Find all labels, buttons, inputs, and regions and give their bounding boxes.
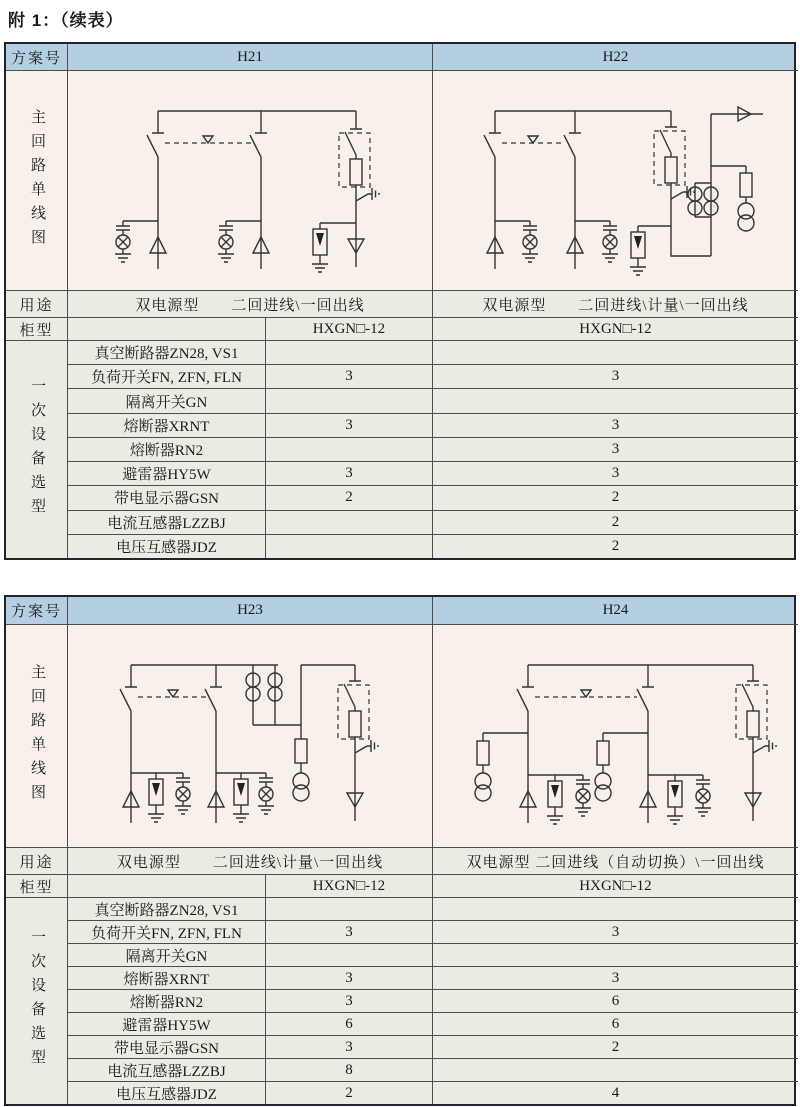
table-row bbox=[67, 388, 798, 412]
equipment-name: 隔离开关GN bbox=[67, 388, 265, 412]
usage-row bbox=[6, 847, 794, 874]
table-row bbox=[67, 510, 798, 534]
qty-h22: 2 bbox=[432, 485, 798, 509]
earth-switch-icon bbox=[753, 740, 776, 753]
table-header-row bbox=[6, 597, 794, 624]
equipment-group-label bbox=[6, 340, 67, 558]
load-switch-icon bbox=[120, 687, 137, 711]
qty-h22 bbox=[432, 388, 798, 412]
table-row bbox=[67, 534, 798, 558]
table-row bbox=[67, 461, 798, 485]
qty-h22: 2 bbox=[432, 534, 798, 558]
equipment-group-label bbox=[6, 897, 67, 1104]
h23-diagram-cell bbox=[67, 624, 432, 847]
equipment-name: 熔断器XRNT bbox=[67, 413, 265, 437]
qty-h24: 6 bbox=[432, 1012, 798, 1035]
qty-h24: 6 bbox=[432, 989, 798, 1012]
voltage-transformer-icon bbox=[738, 203, 754, 231]
arrester-icon bbox=[233, 773, 249, 822]
switch-fuse-combo-icon bbox=[654, 127, 685, 187]
equipment-name: 电压互感器JDZ bbox=[67, 1081, 265, 1104]
equipment-name: 带电显示器GSN bbox=[67, 1035, 265, 1058]
scheme-row-label: 方案号 bbox=[10, 50, 62, 67]
arrester-icon bbox=[547, 775, 563, 824]
fuse-icon bbox=[597, 741, 609, 765]
qty-h21 bbox=[265, 340, 432, 364]
interlock-icon bbox=[168, 690, 178, 697]
equipment-block bbox=[6, 340, 794, 558]
interlock-icon bbox=[203, 136, 213, 143]
cabinet-blank bbox=[67, 874, 265, 897]
qty-h21: 3 bbox=[265, 413, 432, 437]
equipment-name: 避雷器HY5W bbox=[67, 1012, 265, 1035]
equipment-name: 带电显示器GSN bbox=[67, 485, 265, 509]
qty-h23: 3 bbox=[265, 1035, 432, 1058]
usage-row-label: 用途 bbox=[6, 847, 67, 874]
interlock-icon bbox=[581, 690, 591, 697]
qty-h24 bbox=[432, 943, 798, 966]
equipment-group-label-text: 一次设备选型 bbox=[29, 377, 45, 522]
table-row bbox=[67, 989, 798, 1012]
charged-indicator-icon bbox=[115, 221, 131, 262]
qty-h21: 3 bbox=[265, 461, 432, 485]
table-row bbox=[67, 485, 798, 509]
wires bbox=[123, 111, 356, 269]
table-row bbox=[67, 943, 798, 966]
usage-row bbox=[6, 290, 794, 317]
equipment-group-label-text: 一次设备选型 bbox=[29, 929, 45, 1073]
charged-indicator-icon bbox=[258, 773, 274, 814]
scheme-h24: H24 bbox=[432, 597, 798, 624]
diagram-row bbox=[6, 70, 794, 290]
charged-indicator-icon bbox=[218, 221, 234, 262]
earth-switch-icon bbox=[355, 740, 378, 753]
equipment-rows bbox=[67, 897, 798, 1104]
qty-h24: 3 bbox=[432, 920, 798, 943]
earth-switch-icon bbox=[356, 188, 379, 201]
switch-fuse-combo-icon bbox=[736, 681, 767, 741]
charged-indicator-icon bbox=[522, 221, 538, 262]
diagram-row-label-text: 主回路单线图 bbox=[29, 664, 45, 808]
equipment-name: 熔断器XRNT bbox=[67, 966, 265, 989]
load-switch-icon bbox=[205, 687, 222, 711]
load-switch-icon bbox=[637, 687, 654, 711]
voltage-transformer-icon bbox=[293, 773, 309, 801]
qty-h21 bbox=[265, 510, 432, 534]
voltage-transformer-icon bbox=[595, 773, 611, 801]
charged-indicator-icon bbox=[175, 773, 191, 814]
qty-h23: 8 bbox=[265, 1058, 432, 1081]
equipment-name: 真空断路器ZN28, VS1 bbox=[67, 340, 265, 364]
qty-h23: 6 bbox=[265, 1012, 432, 1035]
h24-single-line-diagram bbox=[433, 625, 798, 847]
load-switch-icon bbox=[517, 687, 534, 711]
equipment-name: 隔离开关GN bbox=[67, 943, 265, 966]
h23-single-line-diagram bbox=[68, 625, 432, 847]
diagram-row-label-text: 主回路单线图 bbox=[29, 108, 45, 253]
h22-single-line-diagram bbox=[433, 71, 798, 290]
table-row bbox=[67, 413, 798, 437]
qty-h23: 3 bbox=[265, 920, 432, 943]
equipment-block bbox=[6, 897, 794, 1104]
qty-h22: 2 bbox=[432, 510, 798, 534]
cabinet-blank bbox=[67, 317, 265, 340]
diagram-row bbox=[6, 624, 794, 847]
qty-h24: 4 bbox=[432, 1081, 798, 1104]
scheme-h21: H21 bbox=[67, 44, 432, 70]
qty-h21 bbox=[265, 534, 432, 558]
table-row bbox=[67, 1012, 798, 1035]
scheme-h23: H23 bbox=[67, 597, 432, 624]
cabinet-row bbox=[6, 874, 794, 897]
qty-h22 bbox=[432, 340, 798, 364]
cabinet-row bbox=[6, 317, 794, 340]
usage-row-label: 用途 bbox=[6, 290, 67, 317]
equipment-name: 电流互感器LZZBJ bbox=[67, 510, 265, 534]
scheme-table-h23-h24 bbox=[4, 595, 796, 1106]
fuse-icon bbox=[740, 173, 752, 197]
equipment-rows bbox=[67, 340, 798, 558]
load-switch-icon bbox=[484, 133, 501, 157]
qty-h24 bbox=[432, 1058, 798, 1081]
load-switch-icon bbox=[564, 133, 581, 157]
cabinet-h21: HXGN□-12 bbox=[265, 317, 432, 340]
qty-h21: 2 bbox=[265, 485, 432, 509]
table-row bbox=[67, 1058, 798, 1081]
qty-h23: 3 bbox=[265, 989, 432, 1012]
equipment-name: 熔断器RN2 bbox=[67, 437, 265, 461]
usage-h23: 双电源型 二回进线\计量\一回出线 bbox=[67, 847, 432, 874]
arrester-icon bbox=[630, 226, 646, 275]
usage-h22: 双电源型 二回进线\计量\一回出线 bbox=[432, 290, 798, 317]
qty-h22: 3 bbox=[432, 437, 798, 461]
page-title: 附 1：（续表） bbox=[8, 11, 124, 30]
table-row bbox=[67, 1035, 798, 1058]
qty-h24 bbox=[432, 897, 798, 920]
table-row bbox=[67, 364, 798, 388]
qty-h21 bbox=[265, 388, 432, 412]
fuse-icon bbox=[477, 741, 489, 765]
arrester-icon bbox=[148, 773, 164, 822]
qty-h23: 2 bbox=[265, 1081, 432, 1104]
equipment-name: 负荷开关FN, ZFN, FLN bbox=[67, 920, 265, 943]
equipment-name: 电压互感器JDZ bbox=[67, 534, 265, 558]
cabinet-h22: HXGN□-12 bbox=[432, 317, 798, 340]
qty-h23: 3 bbox=[265, 966, 432, 989]
fuse-icon bbox=[295, 739, 307, 763]
load-switch-icon bbox=[147, 133, 164, 157]
cabinet-row-label: 柜型 bbox=[6, 317, 67, 340]
equipment-name: 避雷器HY5W bbox=[67, 461, 265, 485]
equipment-name: 负荷开关FN, ZFN, FLN bbox=[67, 364, 265, 388]
qty-h21: 3 bbox=[265, 364, 432, 388]
h22-diagram-cell bbox=[432, 70, 798, 290]
wires bbox=[495, 111, 763, 269]
table-row bbox=[67, 1081, 798, 1104]
qty-h22: 3 bbox=[432, 364, 798, 388]
voltage-transformer-icon bbox=[475, 773, 491, 801]
equipment-name: 熔断器RN2 bbox=[67, 989, 265, 1012]
cabinet-h24: HXGN□-12 bbox=[432, 874, 798, 897]
charged-indicator-icon bbox=[602, 221, 618, 262]
switch-fuse-combo-icon bbox=[338, 681, 369, 741]
interlock-icon bbox=[528, 136, 538, 143]
table-row bbox=[67, 920, 798, 943]
diagram-row-label bbox=[6, 70, 67, 290]
usage-h24: 双电源型 二回进线（自动切换）\一回出线 bbox=[432, 847, 798, 874]
equipment-name: 电流互感器LZZBJ bbox=[67, 1058, 265, 1081]
qty-h22: 3 bbox=[432, 413, 798, 437]
load-switch-icon bbox=[250, 133, 267, 157]
arrester-icon bbox=[312, 223, 328, 272]
table-header-row bbox=[6, 44, 794, 70]
cabinet-row-label: 柜型 bbox=[6, 874, 67, 897]
cabinet-h23: HXGN□-12 bbox=[265, 874, 432, 897]
h21-diagram-cell bbox=[67, 70, 432, 290]
h24-diagram-cell bbox=[432, 624, 798, 847]
table-row bbox=[67, 340, 798, 364]
qty-h24: 2 bbox=[432, 1035, 798, 1058]
arrester-icon bbox=[667, 775, 683, 824]
table-row bbox=[67, 897, 798, 920]
equipment-name: 真空断路器ZN28, VS1 bbox=[67, 897, 265, 920]
wires bbox=[131, 665, 355, 823]
charged-indicator-icon bbox=[575, 775, 591, 816]
scheme-row-label: 方案号 bbox=[10, 604, 62, 620]
charged-indicator-icon bbox=[695, 775, 711, 816]
qty-h22: 3 bbox=[432, 461, 798, 485]
qty-h24: 3 bbox=[432, 966, 798, 989]
switch-fuse-combo-icon bbox=[339, 129, 370, 189]
h21-single-line-diagram bbox=[68, 71, 432, 290]
qty-h23 bbox=[265, 897, 432, 920]
diagram-row-label bbox=[6, 624, 67, 847]
table-row bbox=[67, 966, 798, 989]
usage-h21: 双电源型 二回进线\一回出线 bbox=[67, 290, 432, 317]
table-row bbox=[67, 437, 798, 461]
scheme-table-h21-h22 bbox=[4, 42, 796, 560]
scheme-h22: H22 bbox=[432, 44, 798, 70]
qty-h23 bbox=[265, 943, 432, 966]
qty-h21 bbox=[265, 437, 432, 461]
